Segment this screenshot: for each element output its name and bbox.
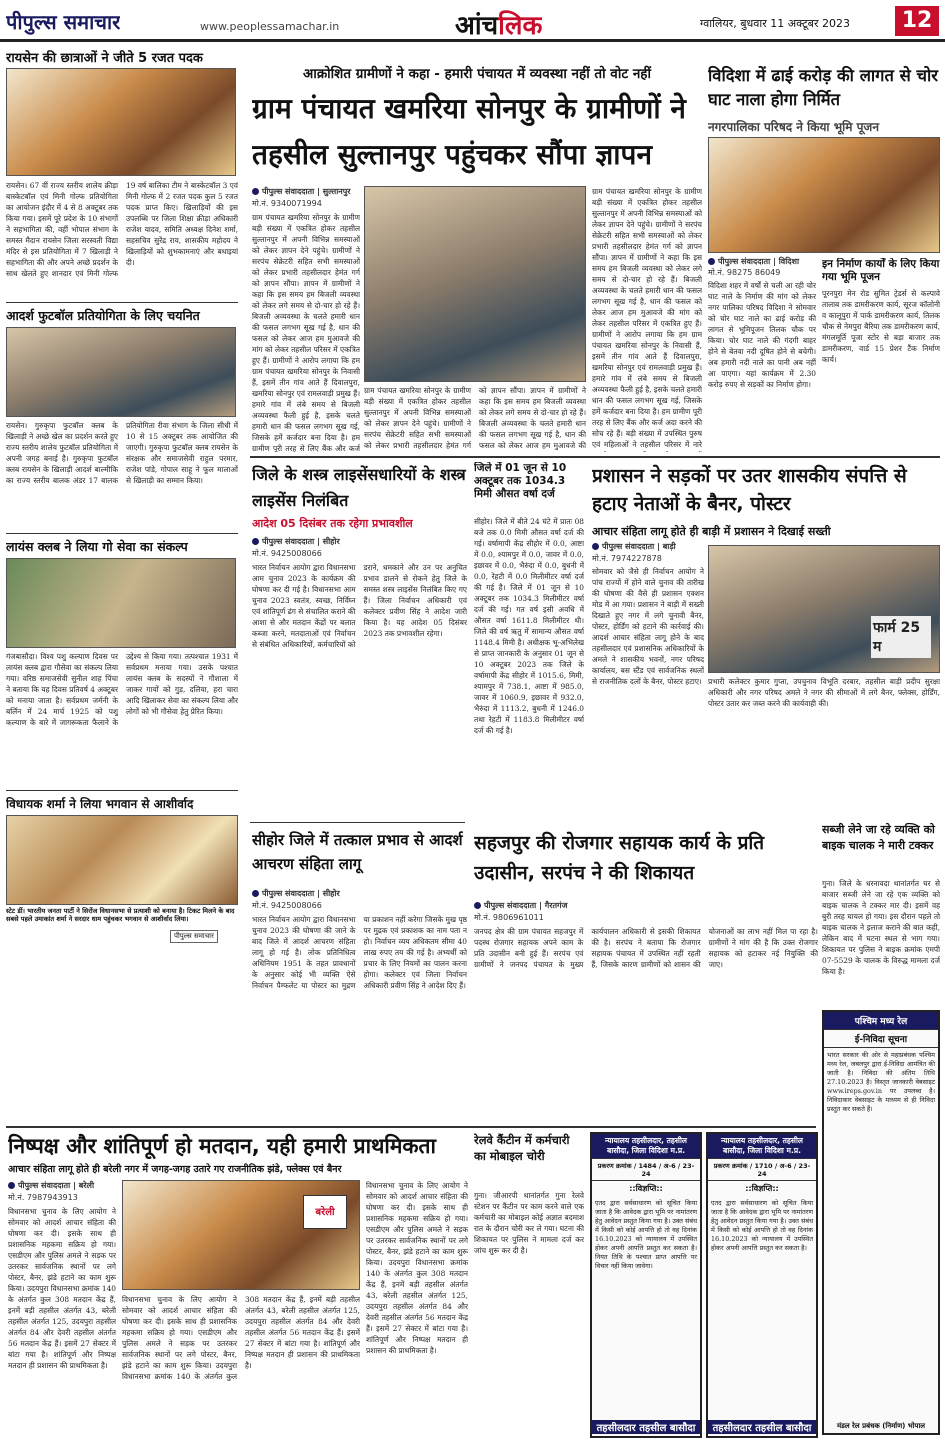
vidisha-subhead: नगरपालिका परिषद ने किया भूमि पूजन — [708, 120, 879, 134]
rojgar-body: जनपद क्षेत्र की ग्राम पंचायत सहजपुर में पदस्थ रोजगार सहायक अपने काम के प्रति उदासीन बनी हुई हैं। सरपंच एवं ग्रामीणों ने जनपद पंचायत के मुख्य कार्यपालन अधिकारी से इसकी शिकायत की है। सरपंच ने बताया कि रोजगार सहायक पंचायत में उपस्थित नहीं रहती हैं, जिसके कारण ग्रामीणों को शासन की योजनाओं का लाभ नहीं मिल पा रहा है। ग्रामीणों ने मांग की है कि उक्त रोजगार सहायक को हटाकर नई नियुक्ति की जाए। — [474, 927, 818, 969]
story-lions-title: लायंस क्लब ने लिया गो सेवा का संकल्प — [6, 539, 188, 554]
polling-body-col3: विधानसभा चुनाव के लिए आयोग ने सोमवार को आदर्श आचार संहिता की घोषणा कर दी। इसके साथ ही प्रशासनिक महकमा सक्रिय हो गया। एसडीएम और पुलिस अमले ने सड़क पर उतरकर सार्वजनिक स्थानों पर लगे पोस्टर, बैनर, झंडे हटाने का काम शुरू किया। उदयपुरा विधानसभा क्रमांक 140 के अंतर्गत कुल 308 मतदान केंद्र हैं, इनमें बड़ी तहसील अंतर्गत 43, बरेली तहसील अंतर्गत 125, उदयपुरा तहसील अंतर्गत 84 और देवरी तहसील अंतर्गत 56 मतदान केंद्र हैं। इसमें 27 सेक्टर में बांटा गया है। शांतिपूर्ण और निष्पक्ष मतदान ही प्रशासन की प्राथमिकता है। — [366, 1181, 468, 1355]
byline-bullet-icon — [592, 543, 599, 550]
vidisha-headline: विदिशा में ढाई करोड़ की लागत से चोर घाट नाला होगा निर्मित — [708, 66, 938, 109]
byline-bullet-icon — [252, 538, 259, 545]
banner-body: सोमवार को जैसे ही निर्वाचन आयोग ने पांच राज्यों में होने वाले चुनाव की तारीख की घोषणा की वैसे ही प्रशासन एक्शन मोड में आ गया। प्रशासन ने बाड़ी में सख्ती दिखाते हुए नगर में लगे चुनावी बैनर, पोस्टर, होर्डिंग को हटाने की कार्रवाई की। आदर्श आचार संहिता लागू होने के बाद तहसीलदार एवं प्रशासनिक अधिकारियों के अमले ने शासकीय भवनों, नगर परिषद कार्यालय, बस स्टैंड एवं सार्वजनिक स्थलों से राजनीतिक दलों के बैनर, पोस्टर हटाए। — [592, 567, 704, 686]
lead-headline: ग्राम पंचायत खमरिया सोनपुर के ग्रामीणों ने तहसील सुल्तानपुर पहुंचकर सौंपा ज्ञापन — [252, 92, 686, 171]
byline-text: पीपुल्स संवाददाता — [718, 257, 771, 266]
banner-subhead: आचार संहिता लागू होते ही बाड़ी में प्रशासन ने दिखाई सख्ती — [592, 525, 831, 538]
story-football-body: रायसेन। गुरुकृपा फुटबॉल क्लब के खिलाड़ी ने अच्छे खेल का प्रदर्शन करते हुए राज्य स्तरीय शालेय फुटबॉल प्रतियोगिता में अपनी जगह बनाई है। गुरुकृपा फुटबॉल क्लब रायसेन के खिलाड़ी आदर्श बाल्मीकि का राज्य स्तरीय बालक अंडर 17 बालक प्रतियोगिता रीवा संभाग के जिला सीधी में 10 से 15 अक्टूबर तक आयोजित की जाएगी। गुरुकृपा फुटबॉल क्लब रायसेन के संरक्षक और समाजसेवी राहुल परमार, राजेश पांडे, गोपाल साहू ने फूल मालाओं से खिलाड़ी का सम्मान किया। — [6, 421, 238, 485]
banner-removal-photo — [708, 545, 940, 673]
rain-body: सीहोर। जिले में बीते 24 घंटे में प्रातः 08 बजे तक 0.0 मिमी औसत वर्षा दर्ज की गई। वर्षामापी केंद्र सीहोर में 0.0, आष्टा में 0.0, श्यामपुर में 0.0, जावर में 0.0, इछावर में 0.0, भैरुंदा में 0.0, बुधनी में 0.0, रेहटी में 0.0 मिलीमीटर वर्षा दर्ज की गई है। जिले में 01 जून से 10 अक्टूबर तक 1034.3 मिलीमीटर वर्षा दर्ज की गई। गत वर्ष इसी अवधि में औसत वर्षा 1611.8 मिलीमीटर थी। जिले की वर्ष ऋतु में सामान्य औसत वर्षा 1148.4 मिमी है। अधीक्षक भू-अभिलेख से प्राप्त जानकारी के अनुसार 01 जून से 10 अक्टूबर 2023 तक जिले के वर्षामापी केंद्र सीहोर में 1015.6, मिमी, श्यामपुर में 738.1, आष्टा में 985.0, जावर में 1060.9, इछावर में 932.0, भैरुंदा में 1113.2, बुधनी में 1246.0 तथा रेहटी में 1183.8 मिलीमीटर वर्षा दर्ज की गई है। — [474, 517, 584, 735]
mla-caption: स्टेट डीं। भारतीय जनता पार्टी ने सिरोंज विधानसभा से प्रत्याशी को बनाया है। टिकट मिलने के बाद सबसे पहले उमाकांत शर्मा ने सरदार धाम पहुंचकर भगवान से आशीर्वाद लिया। — [6, 907, 235, 923]
vidisha-box-title: इन निर्माण कार्यों के लिए किया गया भूमि पूजन — [822, 258, 940, 283]
byline-text: पीपुल्स संवाददाता — [602, 542, 655, 551]
sehore-byline: पीपुल्स संवाददाता | सीहोर — [252, 888, 412, 899]
ad1-label: ::विज्ञप्ति:: — [629, 1184, 663, 1193]
byline-bullet-icon — [708, 258, 715, 265]
divider — [6, 302, 238, 303]
tehsil-notice-ad-2 — [706, 1132, 818, 1438]
ad1-body: एतद द्वारा सर्वसाधारण को सूचित किया जाता है कि आवेदक द्वारा भूमि पर नामांतरण हेतु आवेदन प्रस्तुत किया गया है। उक्त संबंध में किसी को कोई आपत्ति हो तो वह दिनांक 16.10.2023 को न्यायालय में उपस्थित होकर अपनी आपत्ति प्रस्तुत कर सकता है। नियत तिथि के पश्चात प्राप्त आपत्ति पर विचार नहीं किया जावेगा। — [595, 1199, 697, 1270]
story-lions-body: गंजबासौदा। विश्व पशु कल्याण दिवस पर लायंस क्लब द्वारा गौसेवा का संकल्प लिया गया। वरिष्ठ समाजसेवी सुनील शाह पिंचा ने बताया कि यह दिवस प्रतिवर्ष 4 अक्टूबर को मनाया जाता है। सर्वप्रथम जर्मनी के बर्लिन में 24 मार्च 1925 को पशु कल्याण के बारे में जागरूकता फैलाने के उद्देश्य से किया गया। तत्पश्चात 1931 में सर्वप्रथम मनाया गया। उसके पश्चात लायंस क्लब के सदस्यों ने गौशाला में जाकर गायों को गुड़, दलिया, हरा चारा आदि खिलाकर सेवा का संकल्प लिया और लोगों को भी गौसेवा हेतु प्रेरित किया। — [6, 652, 238, 727]
lead-villagers-photo — [364, 186, 586, 382]
arms-subhead: आदेश 05 दिसंबर तक रहेगा प्रभावशील — [252, 517, 413, 530]
sehore-headline: सीहोर जिले में तत्काल प्रभाव से आदर्श आचरण संहिता लागू — [252, 831, 463, 873]
lead-mobile: मो.नं. 9340071994 — [252, 199, 322, 208]
ad-railway-body: भारत सरकार की ओर से महाप्रबंधक पश्चिम मध्य रेल, जबलपुर द्वारा ई-निविदा आमंत्रित की जाती है। निविदा की अंतिम तिथि 27.10.2023 है। विस्तृत जानकारी वेबसाइट www.ireps.gov.in पर उपलब्ध है। निविदाकार वेबसाइट के माध्यम से ही निविदा प्रस्तुत कर सकते हैं। — [827, 1051, 935, 1113]
section-title — [455, 6, 542, 42]
byline-place: सुल्तानपुर — [322, 187, 351, 196]
accident-body: गुना। जिले के धरनावदा थानांतर्गत घर से बाजार सब्जी लेने जा रहे एक व्यक्ति को बाइक चालक ने टक्कर मार दी। इसमें वह बुरी तरह घायल हो गया। इस दौरान पहले तो बाइक चालक ने इलाज कराने की बात कही, लेकिन बाद में घटना स्थल से भाग गया। शिकायत पर पुलिस ने बाइक क्रमांक एमपी 07-5529 के चालक के विरुद्ध मामला दर्ज किया है। — [822, 879, 940, 976]
byline-place: विदिशा — [778, 257, 800, 266]
site-url[interactable]: www.peoplessamachar.in — [200, 20, 340, 33]
divider — [250, 822, 465, 823]
byline-bullet-icon — [252, 890, 259, 897]
section-title-a: आंच — [455, 11, 499, 41]
banner-mobile: मो.नं. 7974227878 — [592, 554, 662, 563]
vidisha-byline: पीपुल्स संवाददाता | विदिशा — [708, 256, 858, 267]
polling-mobile: मो.नं. 7987943913 — [8, 1193, 78, 1202]
divider — [6, 790, 238, 791]
polling-headline: निष्पक्ष और शांतिपूर्ण हो मतदान, यही हमारी प्राथमिकता — [8, 1134, 436, 1158]
dateline: ग्वालियर, बुधवार 11 अक्टूबर 2023 — [700, 17, 850, 30]
sehore-mobile: मो.नं. 9425008066 — [252, 901, 322, 910]
rain-headline: जिले में 01 जून से 10 अक्टूबर तक 1034.3 मिमी औसत वर्षा दर्ज — [474, 462, 567, 500]
ad2-foot: तहसीलदार तहसील बासौदा — [708, 1420, 816, 1434]
byline-text: पीपुल्स संवाददाता — [262, 537, 315, 546]
banner-byline: पीपुल्स संवाददाता | बाड़ी — [592, 541, 742, 552]
byline-bullet-icon — [8, 1182, 15, 1189]
arms-byline: पीपुल्स संवाददाता | सीहोर — [252, 536, 412, 547]
lead-body-col3: ग्राम पंचायत खमरिया सोनपुर के ग्रामीण बड़ी संख्या में एकत्रित होकर तहसील सुल्तानपुर में अपनी विभिन्न समस्याओं को लेकर ज्ञापन देने पहुंचे। ग्रामीणों ने सरपंच सेक्रेटरी सहित सभी समस्याओं को लेकर प्रभारी तहसीलदार हेमंत गर्ग को ज्ञापन सौंपा। ज्ञापन में ग्रामीणों ने कहा कि इस समय हम बिजली व्यवस्था को लेकर लगे समय से दो-चार हो रहे हैं। बिजली अव्यवस्था के चलते हमारी धान की फसल लगभग सूख गई है, धान की फसल को लेकर आज हम मुआवजे की मांग को लेकर तहसील परिसर में एकत्रित हुए हैं। ग्रामीणों ने आरोप लगाया कि हम ग्राम पंचायत खमरिया सोनपुर के निवासी हैं, इसमें तीन गांव आते हैं दिवालपुरा, खमरिया सोनपुर एवं रामलवाड़ी प्रमुख हैं। हमारे गांव में लंबे समय से बिजली अव्यवस्था फैली हुई है, इसके चलते हमारी धान की फसल लगभग सूख गई, जिसके हमें कर्जदार बना दिया है। हम ग्रामीण पूरी तरह से लिए बैंक और कर्ज अदा करने की सोच रहे हैं। बड़ी संख्या में उपस्थित पुरुष एवं महिलाओं ने तहसील परिसर में नारे — [592, 187, 702, 449]
byline-place: सीहोर — [322, 889, 340, 898]
sehore-body: भारत निर्वाचन आयोग द्वारा विधानसभा चुनाव 2023 की घोषणा की जाने के बाद जिले में आदर्श आचरण संहिता लागू हो गई है। लोक प्रतिनिधित्व अधिनियम 1951 के तहत प्रावधानों के अनुसार कोई भी व्यक्ति ऐसे निर्वाचन पैम्फलेट या पोस्टर का मुद्रण या प्रकाशन नहीं करेगा जिसके मुख पृष्ठ पर मुद्रक एवं प्रकाशक का नाम पता न हो। निर्वाचन व्यय अधिकतम सीमा 40 लाख रुपए तय की गई है। अभ्यर्थी को प्रचार के लिए नियमों का पालन करना होगा। कलेक्टर एवं जिला निर्वाचन अधिकारी प्रवीण सिंह ने आदेश दिए हैं। — [252, 915, 467, 990]
byline-text: पीपुल्स संवाददाता — [262, 889, 315, 898]
ad1-sub: प्रकरण क्रमांक / 1484 / अ-6 / 23-24 — [592, 1159, 700, 1181]
masthead — [0, 0, 945, 42]
raisen-students-photo — [6, 68, 236, 176]
arms-mobile: मो.नं. 9425008066 — [252, 549, 322, 558]
railway-headline: रेलवे कैंटीन में कर्मचारी का मोबाइल चोरी — [474, 1133, 570, 1163]
byline-place: गैरतगंज — [544, 901, 568, 910]
vidisha-mobile: मो.नं. 98275 86049 — [708, 268, 781, 277]
arms-body: भारत निर्वाचन आयोग द्वारा विधानसभा आम चुनाव 2023 के कार्यक्रम की घोषणा कर दी गई है। विधानसभा आम चुनाव 2023 स्वतंत्र, स्वच्छ, निर्विघ्न एवं शांतिपूर्ण ढंग से संचालित कराने की आशा से और मतदान केंद्रों पर बलात कब्जा करने, मतदाताओं एवं निर्वाचन से संबंधित अधिकारियों, कर्मचारियों को डराने, धमकाने और उन पर अनुचित प्रभाव डालने से रोकने हेतु जिले के समस्त शस्त्र लाइसेंस निलंबित किए गए हैं। जिला निर्वाचन अधिकारी एवं कलेक्टर प्रवीण सिंह ने आदेश जारी किया है। यह आदेश 05 दिसंबर 2023 तक प्रभावशील रहेगा। — [252, 563, 467, 649]
polling-body-cont: विधानसभा चुनाव के लिए आयोग ने सोमवार को आदर्श आचार संहिता की घोषणा कर दी। इसके साथ ही प्रशासनिक महकमा सक्रिय हो गया। एसडीएम और पुलिस अमले ने सड़क पर उतरकर सार्वजनिक स्थानों पर लगे पोस्टर, बैनर, झंडे हटाने का काम शुरू किया। उदयपुरा विधानसभा क्रमांक 140 के अंतर्गत कुल 308 मतदान केंद्र हैं, इनमें बड़ी तहसील अंतर्गत 43, बरेली तहसील अंतर्गत 125, उदयपुरा तहसील अंतर्गत 84 और देवरी तहसील अंतर्गत 56 मतदान केंद्र हैं। इसमें 27 सेक्टर में बांटा गया है। शांतिपूर्ण और निष्पक्ष मतदान ही प्रशासन की प्राथमिकता है। — [122, 1295, 360, 1381]
lead-body-cont: ग्राम पंचायत खमरिया सोनपुर के ग्रामीण बड़ी संख्या में एकत्रित होकर तहसील सुल्तानपुर में अपनी विभिन्न समस्याओं को लेकर ज्ञापन देने पहुंचे। ग्रामीणों ने सरपंच सेक्रेटरी सहित सभी समस्याओं को लेकर प्रभारी तहसीलदार हेमंत गर्ग को ज्ञापन सौंपा। ज्ञापन में ग्रामीणों ने कहा कि इस समय हम बिजली व्यवस्था को लेकर लगे समय से दो-चार हो रहे हैं। बिजली अव्यवस्था के चलते हमारी धान की फसल लगभग सूख गई है, धान की फसल को लेकर आज हम मुआवजे की — [364, 386, 586, 450]
arms-headline: जिले के शस्त्र लाइसेंसधारियों के शस्त्र लाइसेंस निलंबित — [252, 465, 466, 510]
lead-byline: पीपुल्स संवाददाता | सुल्तानपुर — [252, 186, 372, 197]
rojgar-headline: सहजपुर की रोजगार सहायक कार्य के प्रति उदासीन, सरपंच ने की शिकायत — [474, 832, 765, 884]
ad1-head: न्यायालय तहसीलदार, तहसील बासौदा, जिला विदिशा म.प्र. — [592, 1134, 700, 1159]
byline-text: पीपुल्स संवाददाता — [484, 901, 537, 910]
page-number: 12 — [895, 6, 939, 36]
section-title-b: लिक — [498, 11, 543, 41]
football-players-photo — [6, 327, 236, 417]
ad2-label: ::विज्ञप्ति:: — [745, 1184, 779, 1193]
form-sign-text: फार्म 25 म — [871, 616, 931, 658]
divider — [6, 1126, 816, 1128]
divider — [6, 533, 238, 534]
byline-place: सीहोर — [322, 537, 340, 546]
tehsil-notice-ad-1 — [590, 1132, 702, 1438]
ad1-foot: तहसीलदार तहसील बासौदा — [592, 1420, 700, 1434]
ad-railway-foot: मंडल रेल प्रबंधक (निर्माण) भोपाल — [836, 1422, 926, 1430]
polling-meeting-photo — [122, 1180, 360, 1290]
ad-railway-sub: ई-निविदा सूचना — [824, 1030, 938, 1048]
accident-headline: सब्जी लेने जा रहे व्यक्ति को बाइक चालक ने मारी टक्कर — [822, 823, 935, 852]
brand-logo: पीपुल्स समाचार — [6, 10, 121, 34]
railway-tender-ad — [822, 1010, 940, 1435]
lead-body: ग्राम पंचायत खमरिया सोनपुर के ग्रामीण बड़ी संख्या में एकत्रित होकर तहसील सुल्तानपुर में अपनी विभिन्न समस्याओं को लेकर ज्ञापन देने पहुंचे। ग्रामीणों ने सरपंच सेक्रेटरी सहित सभी समस्याओं को लेकर प्रभारी तहसीलदार हेमंत गर्ग को ज्ञापन सौंपा। ज्ञापन में ग्रामीणों ने कहा कि इस समय हम बिजली व्यवस्था को लेकर लगे समय से दो-चार हो रहे हैं। बिजली अव्यवस्था के चलते हमारी धान की फसल लगभग सूख गई है, धान की फसल को लेकर आज हम मुआवजे की मांग को लेकर तहसील परिसर में एकत्रित हुए हैं। ग्रामीणों ने आरोप लगाया कि हम ग्राम पंचायत खमरिया सोनपुर के निवासी हैं, इसमें तीन गांव आते हैं दिवालपुरा, खमरिया सोनपुर एवं रामलवाड़ी प्रमुख हैं। हमारे गांव में लंबे समय से बिजली अव्यवस्था फैली हुई है, इसके चलते हमारी धान की फसल लगभग सूख गई, जिसके हमें कर्जदार बना दिया है। हम ग्रामीण पूरी तरह से लिए बैंक और कर्ज — [252, 213, 360, 452]
byline-text: पीपुल्स संवाददाता — [18, 1181, 71, 1190]
byline-place: बरेली — [78, 1181, 95, 1190]
rojgar-byline: पीपुल्स संवाददाता | गैरतगंज — [474, 900, 624, 911]
byline-place: बाड़ी — [662, 542, 676, 551]
divider — [250, 456, 940, 458]
story-mla-title: विधायक शर्मा ने लिया भगवान से आशीर्वाद — [6, 797, 194, 811]
railway-body: गुना। जीआरपी थानांतर्गत गुना रेलवे स्टेशन पर कैंटीन पर काम करने वाले एक कर्मचारी का मोबाइल कोई अज्ञात बदमाश रात के दौरान चोरी कर ले गया। घटना की शिकायत पर पुलिस ने मामला दर्ज कर जांच शुरू कर दी है। — [474, 1191, 584, 1255]
cow-shelter-photo — [6, 558, 236, 648]
story-raisen-title: रायसेन की छात्राओं ने जीते 5 रजत पदक — [6, 51, 203, 66]
bareli-flex-text: बरेली — [303, 1195, 347, 1229]
byline-text: पीपुल्स संवाददाता — [262, 187, 315, 196]
story-raisen-body: रायसेन। 67 वीं राज्य स्तरीय शालेय क्रीड़ा बास्केटबॉल एवं मिनी गोल्फ प्रतियोगिता का आयोजन इंदौर में 4 से 8 अक्टूबर तक किया गया। इसमें पूरे प्रदेश के 10 संभागों ने सहभागिता की, वहीं भोपाल संभाग के समस्त मैदान रायसेन जिला सरस्वती विद्या मंदिर से इस प्रतियोगिता में 7 खिलाड़ी ने सहभागिता की और अपने अच्छे प्रदर्शन के साथ खेलते हुए शानदार एवं मिनी गोल्फ 19 वर्ष बालिका टीम ने बास्केटबॉल 3 एवं मिनी गोल्फ में 2 रजत पदक कुल 5 रजत पदक प्राप्त किए। खिलाड़ियों की इस उपलब्धि पर जिला शिक्षा क्रीड़ा अधिकारी राजेश यादव, समिति अध्यक्ष दिनेश शर्मा, सहसचिव सुरेंद्र राय, शासकीय महोदय ने खिलाड़ियों को शुभकामनाएं और बधाइयां दी। — [6, 181, 238, 278]
byline-bullet-icon — [474, 902, 481, 909]
banner-caption: प्रभारी कलेक्टर कुमार गुप्ता, उपचुनाव विभूति दरबार, तहसील बाड़ी प्रदीप सुरक्षा अधिकारी और नगर परिषद अमले ने नगर की सीमाओं में लगे बैनर, फ्लेक्स, होर्डिंग, पोस्टर उतार कर जब्त करने की कार्यवाही की। — [708, 677, 940, 708]
story-football-title: आदर्श फुटबॉल प्रतियोगिता के लिए चयनित — [6, 308, 200, 323]
ad2-sub: प्रकरण क्रमांक / 1710 / अ-6 / 23-24 — [708, 1159, 816, 1181]
rojgar-mobile: मो.नं. 9806961011 — [474, 913, 544, 922]
byline-bullet-icon — [252, 188, 259, 195]
photo-credit: पीपुल्स समाचार — [170, 930, 218, 943]
banner-headline: प्रशासन ने सड़कों पर उतर शासकीय संपत्ति से हटाए नेताओं के बैनर, पोस्टर — [592, 465, 907, 515]
polling-subhead: आचार संहिता लागू होते ही बरेली नगर में जगह-जगह उतारे गए राजनीतिक झंडे, फ्लेक्स एवं बैनर — [8, 1164, 342, 1175]
ad-railway-head: पश्चिम मध्य रेल — [824, 1012, 938, 1030]
polling-byline: पीपुल्स संवाददाता | बरेली — [8, 1180, 158, 1191]
lead-kicker: आक्रोशित ग्रामीणों ने कहा - हमारी पंचायत में व्यवस्था नहीं तो वोट नहीं — [303, 66, 651, 82]
vidisha-body: विदिशा शहर में वर्षों से चली आ रही चोर घाट नाले के निर्माण की मांग को लेकर नगर पालिका परिषद विदिशा ने सोमवार को चोर घाट नाले का ढाई करोड़ की लागत से भूमिपूजन तिलक चौक पर किया। चोर घाट नाले की गंदगी बाहर होने से बेतवा नदी दूषित होने से बचेगी। अब हमारी नदी नाले का पानी अब नहीं आ पाएगा। यहां कार्यक्रम में 2.30 करोड़ रुपए से सड़कों का निर्माण होगा। — [708, 281, 816, 389]
temple-visit-photo — [6, 815, 238, 905]
vidisha-box-body: पूरनपुरा मेन रोड सुमित ट्रेडर्स से कल्पावे तालाब तक डामरीकरण कार्य, सूरज कॉलोनी व कालूपुरा में पार्क डामरीकरण कार्य, तिलक चौक से नेमपुरा बैरिया तक डामरीकरण कार्य, मंगलमूर्ति पूजा स्टोर से बड़ा बाजार तक डामरीकरण, वार्ड 15 प्रेशर टैंक निर्माण कार्य। — [822, 289, 940, 364]
ad2-head: न्यायालय तहसीलदार, तहसील बासौदा, जिला विदिशा म.प्र. — [708, 1134, 816, 1159]
polling-body: विधानसभा चुनाव के लिए आयोग ने सोमवार को आदर्श आचार संहिता की घोषणा कर दी। इसके साथ ही प्रशासनिक महकमा सक्रिय हो गया। एसडीएम और पुलिस अमले ने सड़क पर उतरकर सार्वजनिक स्थानों पर लगे पोस्टर, बैनर, झंडे हटाने का काम शुरू किया। उदयपुरा विधानसभा क्रमांक 140 के अंतर्गत कुल 308 मतदान केंद्र हैं, इनमें बड़ी तहसील अंतर्गत 43, बरेली तहसील अंतर्गत 125, उदयपुरा तहसील अंतर्गत 84 और देवरी तहसील अंतर्गत 56 मतदान केंद्र हैं। इसमें 27 सेक्टर में बांटा गया है। शांतिपूर्ण और निष्पक्ष मतदान ही प्रशासन की प्राथमिकता है। — [8, 1207, 116, 1370]
ad2-body: एतद द्वारा सर्वसाधारण को सूचित किया जाता है कि आवेदक द्वारा भूमि पर नामांतरण हेतु आवेदन प्रस्तुत किया गया है। उक्त संबंध में किसी को कोई आपत्ति हो तो वह दिनांक 16.10.2023 को न्यायालय में उपस्थित होकर अपनी आपत्ति प्रस्तुत कर सकता है। — [711, 1199, 813, 1252]
vidisha-bhoomi-pujan-photo — [708, 137, 940, 253]
